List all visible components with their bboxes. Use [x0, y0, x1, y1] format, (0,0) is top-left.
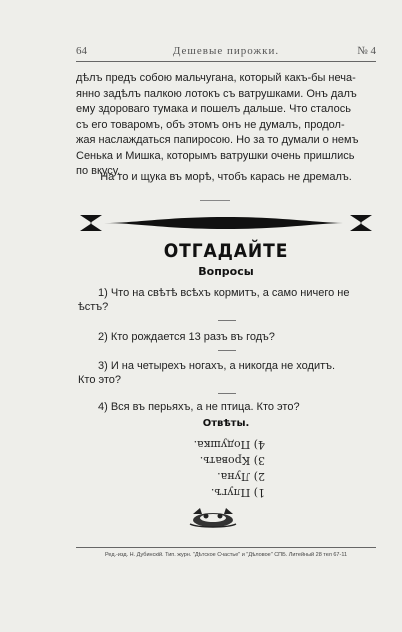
answer-item: 3) Кровать.: [199, 454, 265, 467]
question-separator: [218, 350, 236, 351]
answer-item: 1) Плугъ.: [210, 486, 265, 499]
header-rule: [76, 61, 376, 62]
riddle-question: 2) Кто рождается 13 разъ въ годъ?: [98, 331, 275, 343]
decorative-banner-ornament: [76, 212, 376, 234]
birds-vignette: [188, 502, 238, 530]
story-line: дѣлъ предъ собою мальчугана, который какъ-бы неча-: [76, 72, 356, 84]
answer-item: 2) Луна.: [217, 470, 265, 483]
footer-rule: [76, 547, 376, 548]
upside-down-answers: [185, 436, 265, 500]
proverb: На то и щука въ морѣ, чтобъ карась не дремалъ.: [100, 171, 352, 183]
question-separator: [218, 320, 236, 321]
riddle-question: 3) И на четырехъ ногахъ, а никогда не ходитъ. Кто это?: [78, 360, 336, 386]
page-number: 64: [76, 45, 87, 57]
story-line: по вкусу.: [76, 165, 121, 177]
section-title: ОТГАДАЙТЕ: [163, 240, 289, 262]
answer-item: 4) Подушка.: [193, 438, 265, 451]
story-line: жая наслаждаться папиросою. Но за то думали о немъ: [76, 134, 359, 146]
page-header: [76, 45, 376, 61]
story-text: [76, 71, 376, 180]
questions-heading: Вопросы: [198, 265, 254, 278]
riddle-question: 4) Вся въ перьяхъ, а не птица. Кто это?: [98, 401, 300, 413]
story-line: съ его товаромъ, объ этомъ онъ не думалъ, продол-: [76, 118, 345, 131]
section-divider: [200, 200, 230, 201]
issue-number: № 4: [357, 45, 376, 57]
running-title: Дешевые пирожки.: [172, 45, 280, 57]
answers-heading: Отвѣты.: [202, 418, 250, 429]
imprint-footer: Ред.-изд. Н. Дубинскій. Тип. журн. "Дѣтское Счастье" и "Дѣловое" СПБ. Литейный 28 тел 67-11: [104, 552, 348, 558]
question-separator: [218, 393, 236, 394]
story-line: ему здороваго тумака и пошелъ дальше. Что сталось: [76, 103, 351, 115]
story-line: Сенька и Мишка, которымъ ватрушки очень пришлись: [76, 149, 355, 162]
story-line: янно задѣлъ палкою лотокъ съ ватрушками. Онъ далъ: [76, 87, 357, 100]
riddle-question: 1) Что на свѣтѣ всѣхъ кормитъ, а само ничего не ѣстъ?: [78, 287, 350, 313]
